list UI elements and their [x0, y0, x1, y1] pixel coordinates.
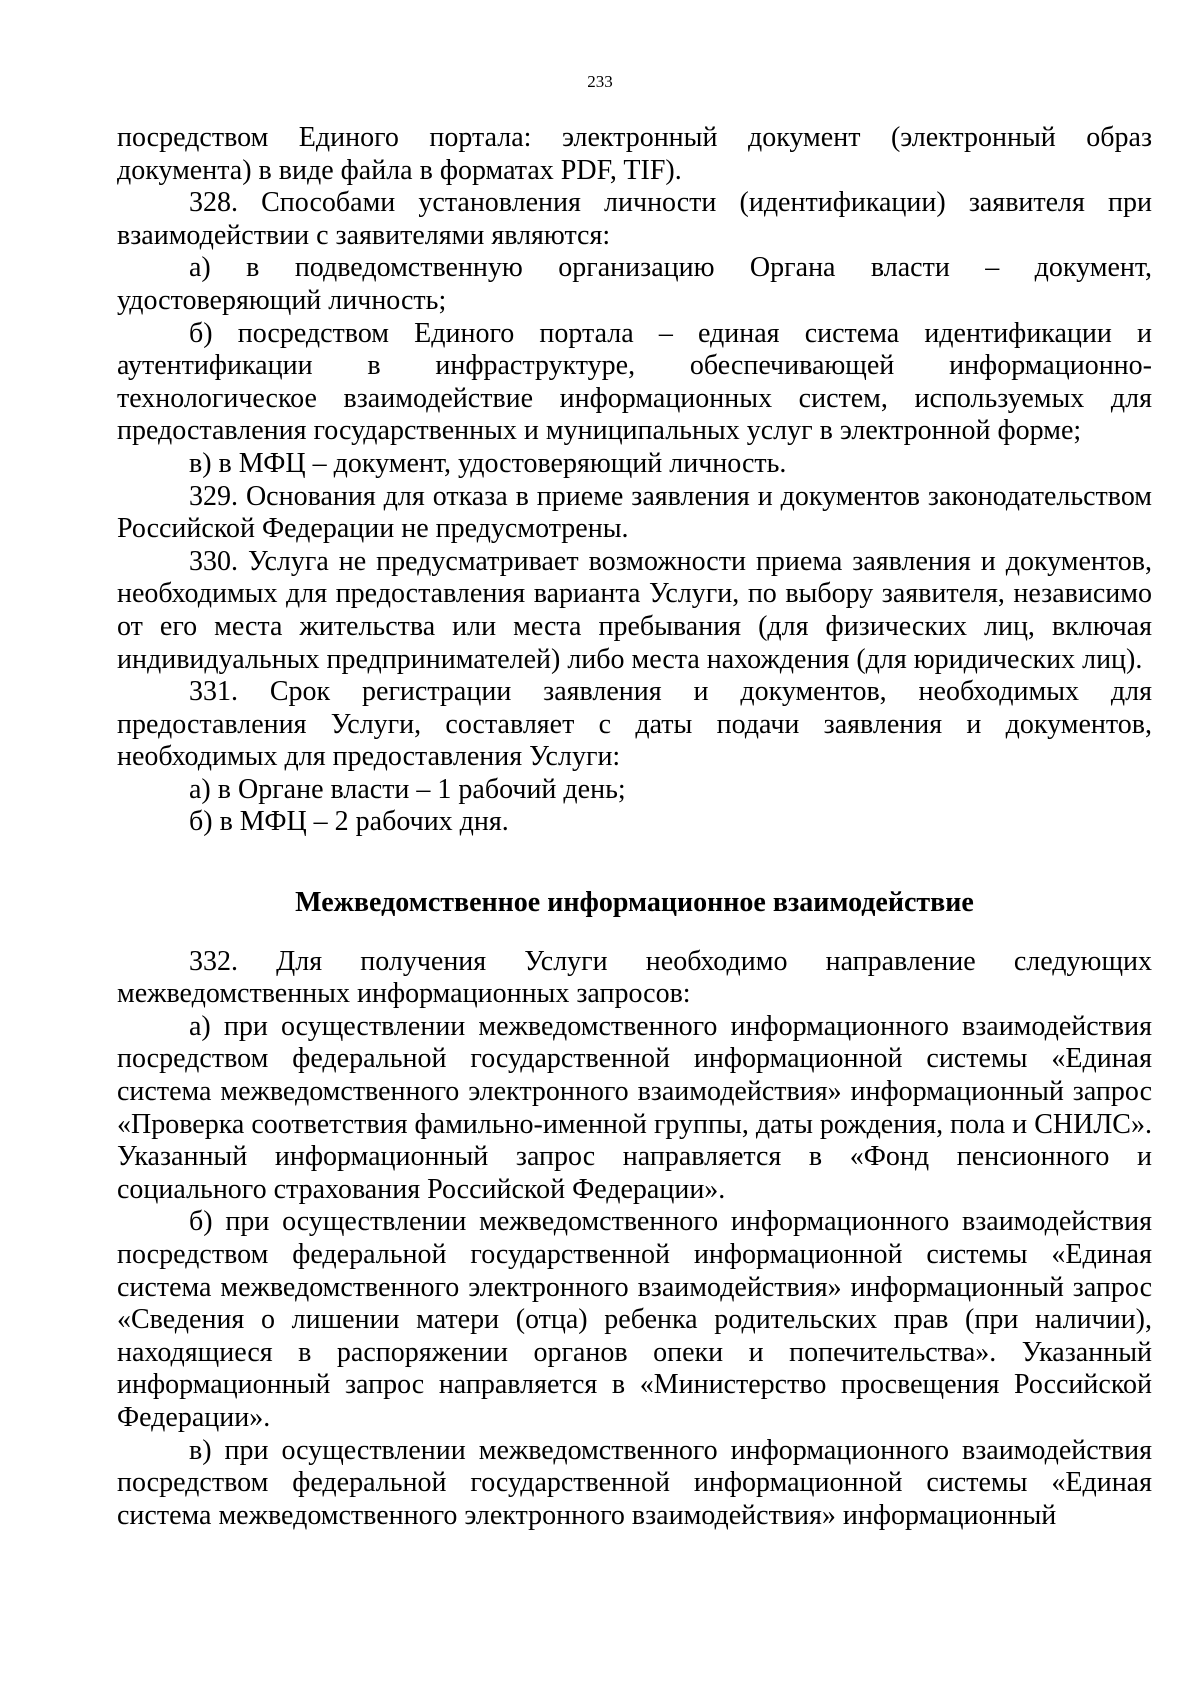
list-item-331-b: б) в МФЦ – 2 рабочих дня.	[189, 806, 509, 838]
paragraph-continuation: посредством Единого портала: электронный документ (электронный образ документа) в виде файла в форматах PDF, TIF).	[117, 122, 1152, 186]
paragraph-332: 332. Для получения Услуги необходимо направление следующих межведомственных информационных запросов:	[117, 945, 1152, 1010]
section-heading: Межведомственное информационное взаимодействие	[295, 887, 974, 919]
list-item-332-c: в) при осуществлении межведомственного информационного взаимодействия посредством федеральной государственной информационной системы «Единая система межведомственного электронного взаимодействия» информационный	[117, 1434, 1152, 1531]
list-item-332-b: б) при осуществлении межведомственного информационного взаимодействия посредством федеральной государственной информационной системы «Единая система межведомственного электронного взаимодействия» информационный запрос «Сведения о лишении матери (отца) ребенка родительских прав (при наличии), находящиеся в распоряжении органов опеки и попечительства». Указанный информационный запрос направляется в «Министерство просвещения Российской Федерации».	[117, 1206, 1152, 1433]
paragraph-330: 330. Услуга не предусматривает возможности приема заявления и документов, необходимых для предоставления варианта Услуги, по выбору заявителя, независимо от его места жительства или места пребывания (для физических лиц, включая индивидуальных предпринимателей) либо места нахождения (для юридических лиц).	[117, 545, 1152, 675]
list-item-328-b: б) посредством Единого портала – единая система идентификации и аутентификации в инфраструктуре, обеспечивающей информационно-технологическое взаимодействие информационных систем, используемых для предоставления государственных и муниципальных услуг в электронной форме;	[117, 317, 1152, 447]
paragraph-329: 329. Основания для отказа в приеме заявления и документов законодательством Российской Федерации не предусмотрены.	[117, 480, 1152, 545]
document-body	[117, 122, 1152, 1532]
page-number: 233	[587, 72, 613, 91]
paragraph-328: 328. Способами установления личности (идентификации) заявителя при взаимодействии с заявителями являются:	[117, 187, 1152, 251]
list-item-332-a: а) при осуществлении межведомственного информационного взаимодействия посредством федеральной государственной информационной системы «Единая система межведомственного электронного взаимодействия» информационный запрос «Проверка соответствия фамильно-именной группы, даты рождения, пола и СНИЛС». Указанный информационный запрос направляется в «Фонд пенсионного и социального страхования Российской Федерации».	[117, 1010, 1152, 1205]
paragraph-331: 331. Срок регистрации заявления и документов, необходимых для предоставления Услуги, составляет с даты подачи заявления и документов, необходимых для предоставления Услуги:	[117, 676, 1152, 773]
list-item-331-a: а) в Органе власти – 1 рабочий день;	[189, 773, 626, 805]
list-item-328-c: в) в МФЦ – документ, удостоверяющий личность.	[189, 447, 787, 479]
list-item-328-a: а) в подведомственную организацию Органа власти – документ, удостоверяющий личность;	[117, 252, 1152, 316]
